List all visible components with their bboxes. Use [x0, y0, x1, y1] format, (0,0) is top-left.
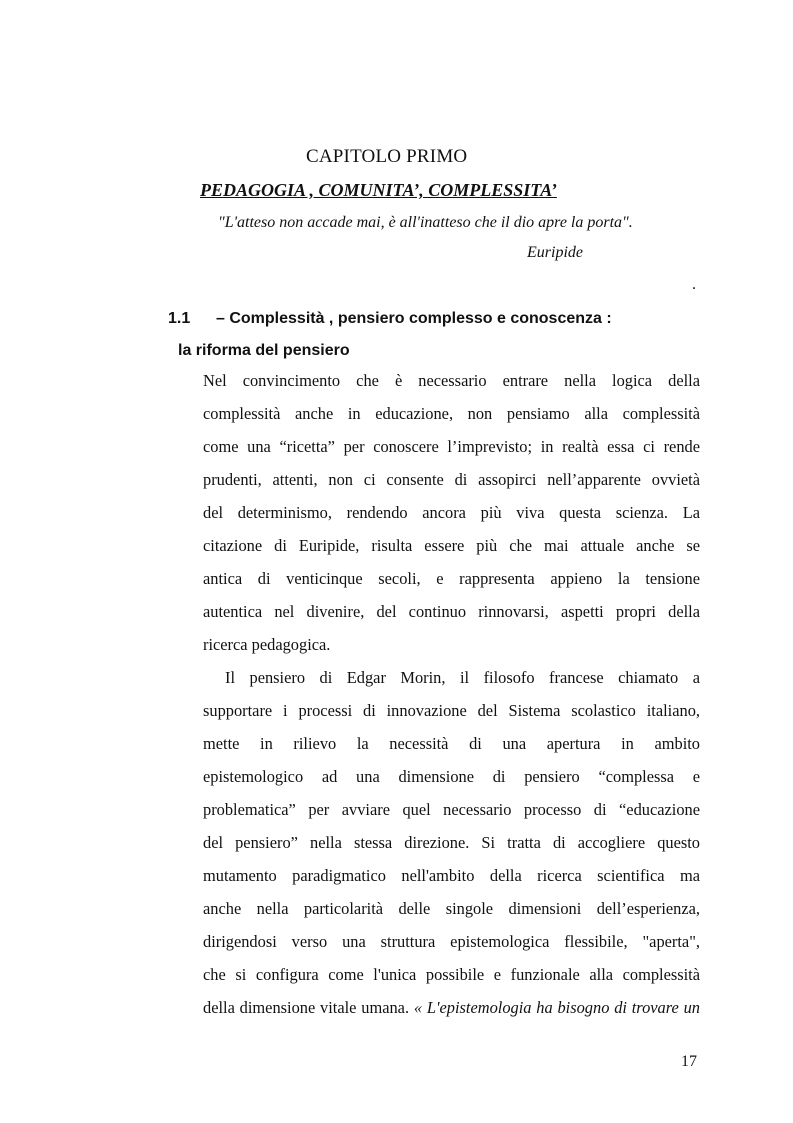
section-number: 1.1: [168, 310, 191, 327]
section-subtitle: la riforma del pensiero: [178, 342, 350, 359]
stray-mark: .: [692, 276, 696, 293]
text-line: come una “ricetta” per conoscere l’imprevisto; in realtà essa ci rende: [203, 437, 700, 456]
text-line: che si configura come l'unica possibile e funzionale alla complessità: [203, 965, 700, 984]
text-line: del pensiero” nella stessa direzione. Si tratta di accogliere questo: [203, 833, 700, 852]
text-line: anche nella particolarità delle singole dimensioni dell’esperienza,: [203, 899, 700, 918]
text-line: ricerca pedagogica.: [203, 635, 331, 654]
text-line: Il pensiero di Edgar Morin, il filosofo francese chiamato a: [225, 668, 700, 687]
chapter-title: CAPITOLO PRIMO: [306, 146, 468, 167]
text-line: problematica” per avviare quel necessario processo di “educazione: [203, 800, 700, 819]
text-line: citazione di Euripide, risulta essere più che mai attuale anche se: [203, 536, 700, 555]
page-number: 17: [681, 1053, 697, 1070]
text-line-plain: della dimensione vitale umana.: [203, 998, 414, 1017]
epigraph-author: Euripide: [527, 244, 583, 261]
text-line: autentica nel divenire, del continuo rinnovarsi, aspetti propri della: [203, 602, 700, 621]
section-title: – Complessità , pensiero complesso e conoscenza :: [216, 310, 612, 327]
text-line: antica di venticinque secoli, e rappresenta appieno la tensione: [203, 569, 700, 588]
text-line: mette in rilievo la necessità di una apertura in ambito: [203, 734, 700, 753]
text-line: complessità anche in educazione, non pensiamo alla complessità: [203, 404, 700, 423]
text-line: mutamento paradigmatico nell'ambito della ricerca scientifica ma: [203, 866, 700, 885]
text-line: [203, 993, 700, 1023]
text-line: prudenti, attenti, non ci consente di assopirci nell’apparente ovvietà: [203, 470, 700, 489]
chapter-subtitle: PEDAGOGIA , COMUNITA’, COMPLESSITA’: [200, 180, 557, 200]
text-line: dirigendosi verso una struttura epistemologica flessibile, "aperta",: [203, 932, 700, 951]
text-line-italic: « L'epistemologia ha bisogno di trovare un: [413, 998, 700, 1017]
text-line: Nel convincimento che è necessario entrare nella logica della: [203, 371, 700, 390]
epigraph-quote: "L'atteso non accade mai, è all'inatteso che il dio apre la porta".: [218, 214, 633, 231]
text-line: supportare i processi di innovazione del Sistema scolastico italiano,: [203, 701, 700, 720]
text-line: epistemologico ad una dimensione di pensiero “complessa e: [203, 767, 700, 786]
text-line: del determinismo, rendendo ancora più viva questa scienza. La: [203, 503, 700, 522]
